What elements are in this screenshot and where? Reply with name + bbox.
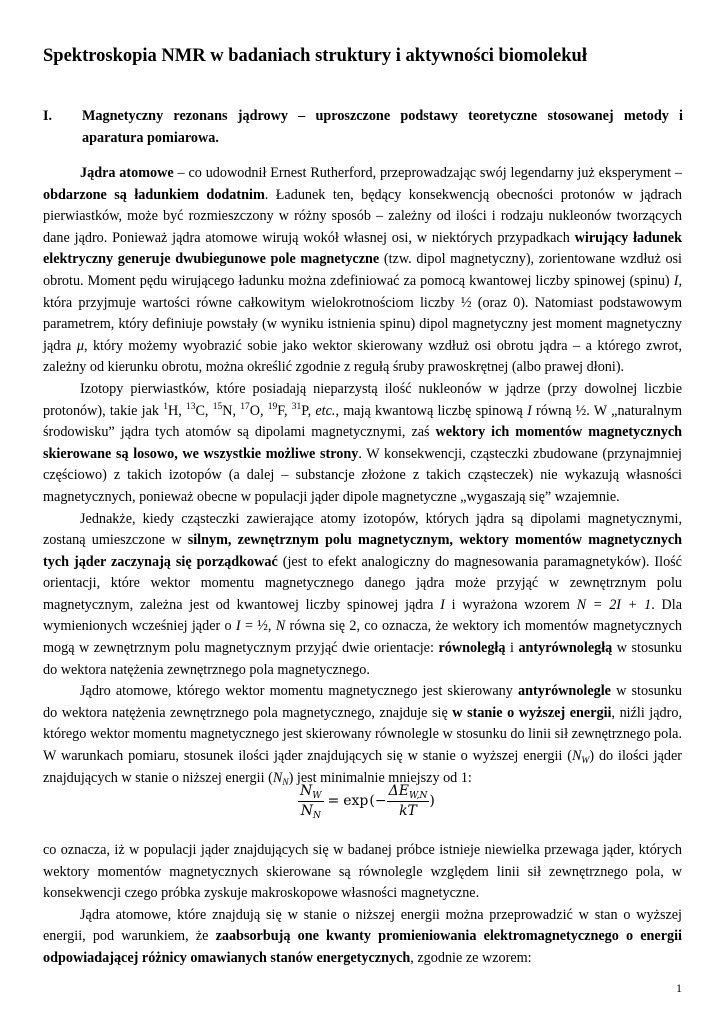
boltzmann-formula [298,778,435,824]
text-run: Jądra atomowe, które znajdują się w stanie o niższej energii można przeprowadzić w stan o wyższej energii, pod warunkiem, że [43,906,682,945]
lhs-numerator: N [300,782,313,799]
text-run: , mają kwantową liczbę spinową [335,402,528,419]
isotope-mass-number: 19 [267,401,278,412]
text-run: (jest to efekt analogiczny do magnesowania paramagnetyków). Ilość orientacji, które wektor momentu magnetycznego danego jądra może przyjąć w zewnętrznym polu magnetycznym, zależna jest od kwantowej liczby spinowej jądra [43,553,682,613]
section-heading-text: Magnetyczny rezonans jądrowy – uproszczone podstawy teoretyczne stosowanej metody i aparatura pomiarowa. [82,108,683,146]
isotope-mass-number: 31 [291,401,302,412]
lhs-numerator-sub: W [312,790,322,801]
paragraph-5: co oznacza, iż w populacji jąder znajdujących się w badanej próbce istnieje niewielka przewaga jąder, których wektory momentów magnetycznych skierowane są równolegle względem linii sił zewnętrznego pola, w konsekwencji czego próbka zyskuje makroskopowe własności magnetyczne. [43,842,682,902]
text-run: , zgodnie ze wzorem: [410,949,532,966]
text-run: – co udowodnił Ernest Rutherford, przeprowadzając swój legendarny już eksperyment – [173,165,682,181]
isotope-symbol: N [222,402,233,419]
rhs-denominator: kT [399,802,417,819]
text-run: . Dla wymienionych wcześniej jąder o [43,596,682,635]
page-number: 1 [676,981,682,995]
isotope-separator: , [307,402,316,419]
text-run: Jądro atomowe, którego wektor momentu magnetycznego jest skierowany [80,683,518,700]
paragraph-2 [43,379,682,509]
text-run: i [505,640,519,657]
emphasis: wirujący ładunek elektryczny generuje dwubiegunowe pole magnetyczne [43,229,682,268]
etc-text: etc. [315,402,336,419]
rhs-fraction [387,782,430,821]
text-run: . W konsekwencji, cząsteczki zbudowane (przynajmniej częściowo) z takich izotopów (a dalej – substancje złożone z takich cząsteczek) nie wykazują własności magnetycznych, ponieważ obecne w populacji jąder dipole magnetyczne „wygaszają się” wzajemnie. [43,445,682,505]
text-run: (tzw. dipol magnetyczny), zorientowane wzdłuż osi obrotu. Moment pędu wirującego ładunku można zdefiniować za pomocą kwantowej liczby spinowej (spinu) [43,251,682,289]
symbol-nn-sub: N [282,777,289,788]
emphasis: Jądra atomowe [80,165,174,181]
inline-formula: N = 2I + 1 [576,596,652,613]
paragraph-3 [43,509,682,682]
emphasis: wektory ich momentów magnetycznych skierowane są losowo, we wszystkie możliwe strony [43,424,683,462]
exp-function: exp [343,793,369,809]
paragraph-6 [43,905,682,970]
symbol-n: N [275,618,286,635]
open-paren: (− [369,793,387,809]
body-text-top [43,163,682,789]
text-run: i wyrażona wzorem [444,596,577,613]
emphasis: antyrównolegle [517,683,611,700]
equals-sign: = [327,793,340,809]
isotope-mass-number: 15 [212,401,223,412]
symbol-spin: I [673,272,679,289]
isotope-symbol: O [249,402,260,419]
text-run: = ½, [240,618,276,635]
text-run: ) jest minimalnie mniejszy od 1: [288,769,472,786]
lhs-fraction [298,782,324,821]
emphasis: w stanie o wyższej energii [452,704,612,721]
symbol-spin: I [440,596,445,613]
paragraph-1 [43,163,682,379]
text-run: Izotopy pierwiastków, które posiadają nieparzystą ilość nukleonów w jądrze (przy dowolnej liczbie protonów), takie jak [43,380,682,419]
emphasis: zaabsorbują one kwanty promieniowania elektromagnetycznego o energii odpowiadającej różnicy omawianych stanów energetycznych [43,928,682,966]
text-run: , niźli jądro, którego wektor momentu magnetycznego jest skierowany równolegle w stosunku do linii sił zewnętrznego pola. W warunkach pomiaru, stosunek ilości jąder znajdujących się w stanie o wyższej energii ( [43,704,683,765]
text-run: w stosunku do wektora natężenia zewnętrznego pola magnetycznego, znajduje się [43,683,682,721]
isotope-separator: , [204,402,213,419]
emphasis: obdarzone są ładunkiem dodatnim [43,186,265,203]
isotope-separator: , [178,402,186,419]
rhs-numerator-sub: W,N [408,790,428,801]
text-run: równą ½. W „naturalnym środowisku” jądra tych atomów są dipolami magnetycznymi, zaś [43,402,683,441]
text-run: , która przyjmuje wartości równe całkowitym wielokrotnościom liczby ½ (oraz 0). Natomiast podstawowym parametrem, który definiuje powstały (w wyniku istnienia spinu) dipol magnetyczny jest moment magnetyczny jądra [43,272,682,354]
isotope-symbol: P [301,402,308,419]
emphasis: antyrównoległą [518,640,613,657]
symbol-mu: μ [76,337,84,354]
symbol-spin: I [527,402,532,419]
isotope-mass-number: 17 [240,401,250,412]
text-run: , który możemy wyobrazić sobie jako wektor skierowany wzdłuż osi obrotu jądra – a którego zwrot, zależny od kierunku obrotu, można określić zgodnie z regułą śruby prawoskrętnej (albo prawej dłoni). [43,337,683,376]
text-run: ) do ilości jąder znajdujących w stanie o niższej energii ( [43,748,682,786]
section-heading [43,106,683,149]
section-number: I. [43,108,53,124]
text-run: równa się 2, co oznacza, że wektory ich momentów magnetycznych mogą w zewnętrznym polu magnetycznym przyjąć dwie orientacje: [43,618,683,657]
body-text-bottom [43,840,682,970]
text-run: Jednakże, kiedy cząsteczki zawierające atomy izotopów, których jądra są dipolami magnetycznymi, zostaną umieszczone w [43,510,682,549]
isotope-mass-number: 13 [185,401,196,412]
rhs-numerator: ΔE [388,782,409,799]
emphasis: równoległą [438,640,506,657]
emphasis: silnym, zewnętrznym polu magnetycznym, wektory momentów magnetycznych tych jąder zaczynają się porządkować [43,532,683,570]
isotope-mass-number: 1 [163,401,168,412]
isotope-list [163,403,315,419]
symbol-nn: N [272,769,283,786]
symbol-nw: N [571,748,582,765]
isotope-separator: , [259,402,268,419]
text-run: w stosunku do wektora natężenia zewnętrznego pola magnetycznego. [43,640,682,678]
isotope-separator: , [232,402,241,419]
text-run: . Ładunek ten, będący konsekwencją obecności protonów w jądrach pierwiastków, może być rozmieszczony w różny sposób – zależny od ilości i rodzaju nukleonów tworzących dane jądro. Ponieważ jądra atomowe wirują wokół własnej osi, w niektórych przypadkach [43,186,682,246]
isotope-symbol: C [195,402,205,419]
close-paren: ) [429,793,435,809]
symbol-nw-sub: W [581,756,590,767]
lhs-denominator: N [300,802,313,819]
isotope-symbol: H [167,402,179,419]
isotope-symbol: F [277,402,284,419]
lhs-denominator-sub: N [312,810,321,821]
symbol-spin: I [235,618,241,635]
isotope-separator: , [283,402,292,419]
document-title: Spektroskopia NMR w badaniach struktury i aktywności biomolekuł [43,46,587,66]
paragraph-4 [43,681,682,789]
